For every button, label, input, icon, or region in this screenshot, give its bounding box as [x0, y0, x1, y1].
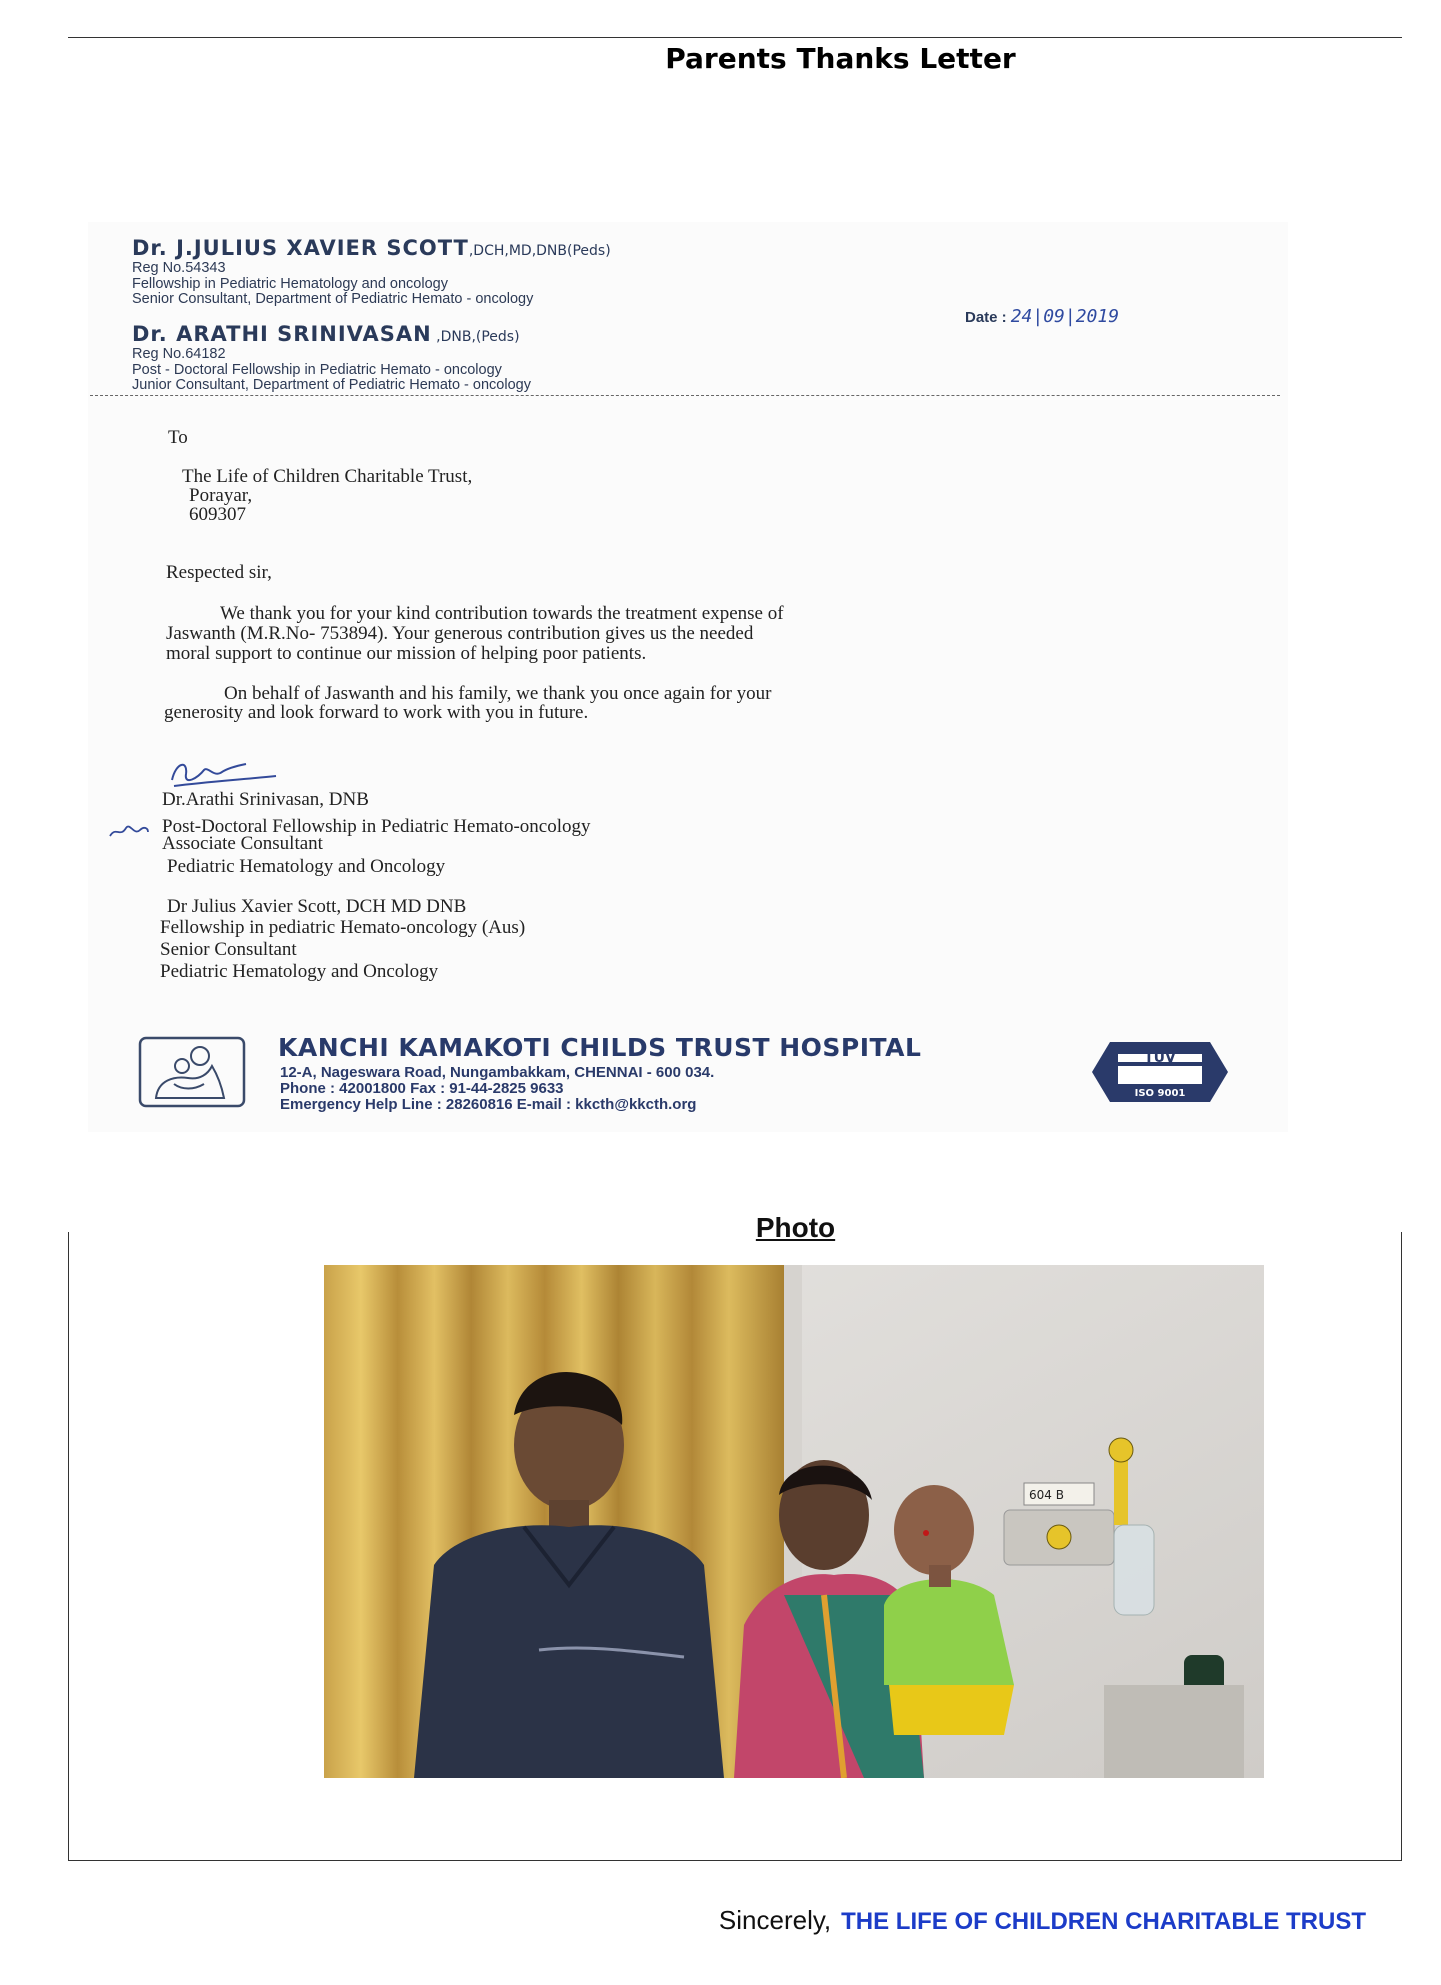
para1-line3: moral support to continue our mission of helping poor patients.: [166, 643, 647, 664]
signatory1-line2: Post-Doctoral Fellowship in Pediatric Hemato-oncology: [162, 816, 591, 837]
date-value: 24|09|2019: [1010, 306, 1120, 327]
letter-date: [965, 306, 1119, 327]
tuv-certification-icon: [1090, 1040, 1230, 1104]
hospital-emergency: Emergency Help Line : 28260816 E-mail : kkcth@kkcth.org: [280, 1096, 697, 1113]
family-photo: [324, 1265, 1264, 1778]
hospital-address: 12-A, Nageswara Road, Nungambakkam, CHENNAI - 600 034.: [280, 1064, 715, 1081]
address-line-1: The Life of Children Charitable Trust,: [182, 466, 473, 487]
doctor2-reg: Reg No.64182: [132, 346, 226, 362]
para1-line2: Jaswanth (M.R.No- 753894). Your generous contribution gives us the needed: [166, 623, 754, 644]
signatory2-line1: Dr Julius Xavier Scott, DCH MD DNB: [167, 896, 467, 917]
to-line: To: [168, 427, 188, 448]
signatory2-line3: Senior Consultant: [160, 939, 297, 960]
initials-mark-icon: [108, 818, 150, 848]
salutation: Respected sir,: [166, 562, 272, 583]
top-rule: [68, 37, 1402, 38]
page-title: Parents Thanks Letter: [665, 42, 1016, 75]
signatory2-line4: Pediatric Hematology and Oncology: [160, 961, 439, 982]
doctor1-line2: Senior Consultant, Department of Pediatric Hemato - oncology: [132, 291, 534, 307]
hospital-phone: Phone : 42001800 Fax : 91-44-2825 9633: [280, 1080, 564, 1097]
hospital-name: KANCHI KAMAKOTI CHILDS TRUST HOSPITAL: [278, 1033, 922, 1062]
signatory1-line4: Pediatric Hematology and Oncology: [167, 856, 446, 877]
iso-badge-text: ISO 9001: [1134, 1088, 1186, 1099]
doctor2-line1: Post - Doctoral Fellowship in Pediatric Hemato - oncology: [132, 362, 502, 378]
room-number-label: 604 B: [1029, 1488, 1064, 1502]
sincerely-text: Sincerely,: [718, 1905, 832, 1935]
para2-line1: On behalf of Jaswanth and his family, we thank you once again for your: [224, 683, 772, 704]
doctor2-name: Dr. ARATHI SRINIVASAN ,DNB,(Peds): [132, 322, 520, 346]
photo-title: Photo: [755, 1212, 836, 1243]
closing-line: [719, 1905, 1366, 1936]
tuv-badge-text: TUV: [1144, 1050, 1176, 1066]
signatory2-line2: Fellowship in pediatric Hemato-oncology (Aus): [160, 917, 526, 938]
para2-line2: generosity and look forward to work with you in future.: [164, 702, 589, 723]
address-line-3: 609307: [189, 504, 246, 525]
letterhead-divider: [90, 395, 1280, 396]
doctor1-line1: Fellowship in Pediatric Hematology and oncology: [132, 276, 448, 292]
signatory1-line1: Dr.Arathi Srinivasan, DNB: [162, 789, 369, 810]
closing-org-name: THE LIFE OF CHILDREN CHARITABLE TRUST: [841, 1908, 1366, 1935]
mother-child-logo-icon: [138, 1036, 246, 1108]
para1-line1: We thank you for your kind contribution towards the treatment expense of: [220, 603, 784, 624]
scanned-letter: [88, 222, 1288, 1132]
doctor2-line2: Junior Consultant, Department of Pediatric Hemato - oncology: [132, 377, 531, 393]
signatory1-line3: Associate Consultant: [162, 833, 323, 854]
doctor1-name: Dr. J.JULIUS XAVIER SCOTT,DCH,MD,DNB(Peds): [132, 236, 611, 260]
date-label: Date :: [965, 309, 1007, 326]
address-line-2: Porayar,: [189, 485, 253, 506]
doctor1-reg: Reg No.54343: [132, 260, 226, 276]
